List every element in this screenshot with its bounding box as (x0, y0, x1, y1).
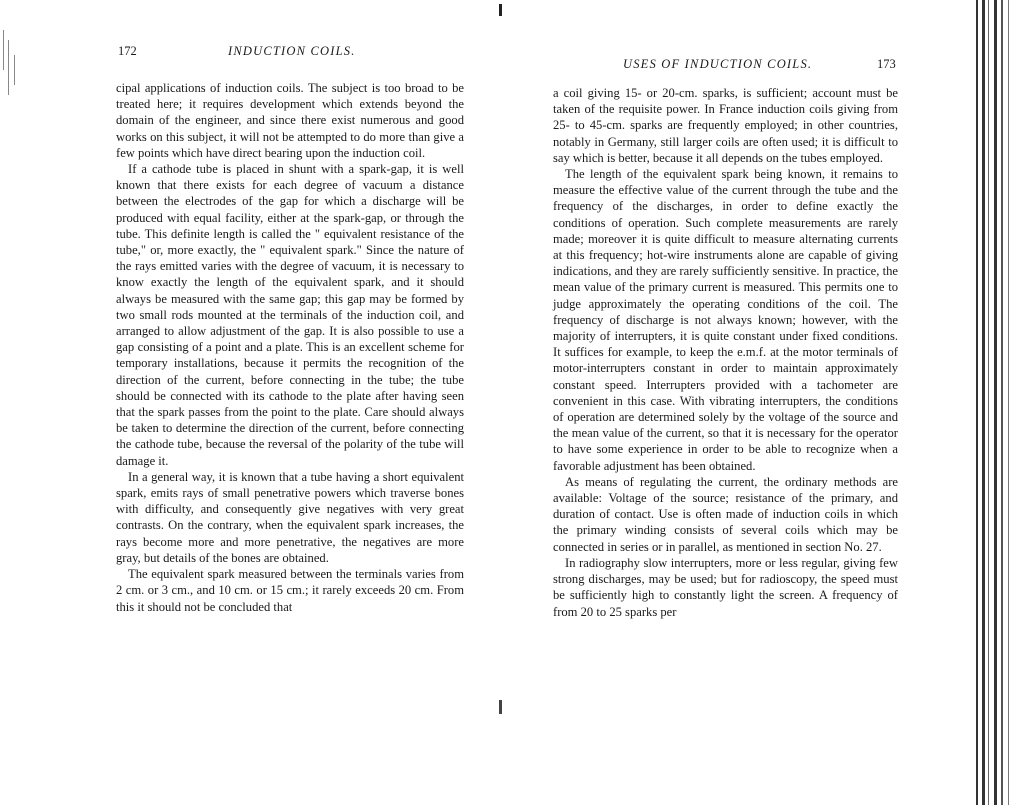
gutter-mark (499, 4, 502, 16)
page-number: 173 (877, 57, 896, 71)
paragraph: The length of the equivalent spark being known, it remains to measure the effective value of the current through the tube and the frequency of the discharges, in order to define exactly the conditions of operation. Such complete measurements are rarely made; moreover it is quite difficult to measure alternating currents at this frequency; hot-wire instruments alone are capable of giving indications, and they are rarely sufficiently sensitive. In practice, the mean value of the primary current is measured. This permits one to judge approximately the operating conditions of the coil. The frequency of discharge is not always known; however, with the majority of interrupters, it is quite constant under fixed conditions. It suffices for example, to keep the e.m.f. at the motor terminals of motor-interrupters constant in order to maintain approximately constant speed. Interrupters provided with a tachometer are convenient in this case. With vibrating interrupters, the conditions of operation are determined solely by the voltage of the source and the mean value of the current, so that it is necessary for the operator to have some experience in order to be able to recognize when a favorable adjustment has been obtained. (553, 167, 898, 473)
page-edge-lines (968, 0, 1024, 805)
paragraph: As means of regulating the current, the ordinary methods are available: Voltage of the source; resistance of the primary, and duration of contact. Use is often made of induction coils in which the primary winding consists of several coils which may be connected in series or in parallel, as mentioned in section No. 27. (553, 474, 898, 554)
running-head: INDUCTION COILS. (228, 44, 356, 58)
page-number: 172 (118, 44, 137, 58)
page-body (116, 80, 464, 615)
left-page (0, 0, 500, 805)
page-body (553, 85, 898, 620)
paragraph: a coil giving 15- or 20-cm. sparks, is sufficient; account must be taken of the requisite power. In France induction coils giving from 25- to 45-cm. sparks are frequently employed; in other countries, notably in Germany, still larger coils are often used; it is difficult to say which is better, because it all depends on the tubes employed. (553, 86, 898, 165)
running-head: USES OF INDUCTION COILS. (623, 57, 813, 71)
paragraph: In a general way, it is known that a tube having a short equivalent spark, emits rays of small penetrative powers which traverse bones with difficulty, and consequently give negatives with very great contrasts. On the contrary, when the equivalent spark increases, the rays become more and more penetrative, the negatives are more gray, but details of the bones are obtained. (116, 469, 464, 565)
paragraph: In radiography slow interrupters, more or less regular, giving few strong discharges, may be used; but for radioscopy, the speed must be sufficiently high to constantly light the screen. A frequency of from 20 to 25 sparks per (553, 555, 898, 619)
paragraph: The equivalent spark measured between the terminals varies from 2 cm. or 3 cm., and 10 cm. or 15 cm.; it rarely exceeds 20 cm. From this it should not be concluded that (116, 567, 464, 614)
paragraph: If a cathode tube is placed in shunt with a spark-gap, it is well known that there exists for each degree of vacuum a distance between the electrodes of the gap for which a discharge will be produced with equal facility, either at the spark-gap, or through the tube. This definite length is called the " equivalent resistance of the tube," or, more exactly, the " equivalent spark." Since the nature of the rays emitted varies with the degree of vacuum, it is necessary to know exactly the length of the equivalent spark, and it should always be measured with the same gap; this gap may be formed by two small rods mounted at the terminals of the induction coil, and arranged to allow adjustment of the gap. It is also possible to use a gap consisting of a point and a plate. This is an excellent scheme for temporary installations, because it permits the recognition of the direction of the current, before connecting in the tube; the tube should be connected with its cathode to the plate after having seen that the spark passes from the point to the plate. Care should always be taken to determine the direction of the current, before connecting the cathode tube, because the reversal of the polarity of the tube will damage it. (116, 162, 464, 468)
paragraph: cipal applications of induction coils. The subject is too broad to be treated here; it requires development which extends beyond the domain of the engineer, and since there exist numerous and good works on this subject, it will not be attempted to do more than give a few points which have direct bearing upon the induction coil. (116, 81, 464, 160)
gutter-mark (499, 700, 502, 714)
right-page (503, 0, 973, 805)
